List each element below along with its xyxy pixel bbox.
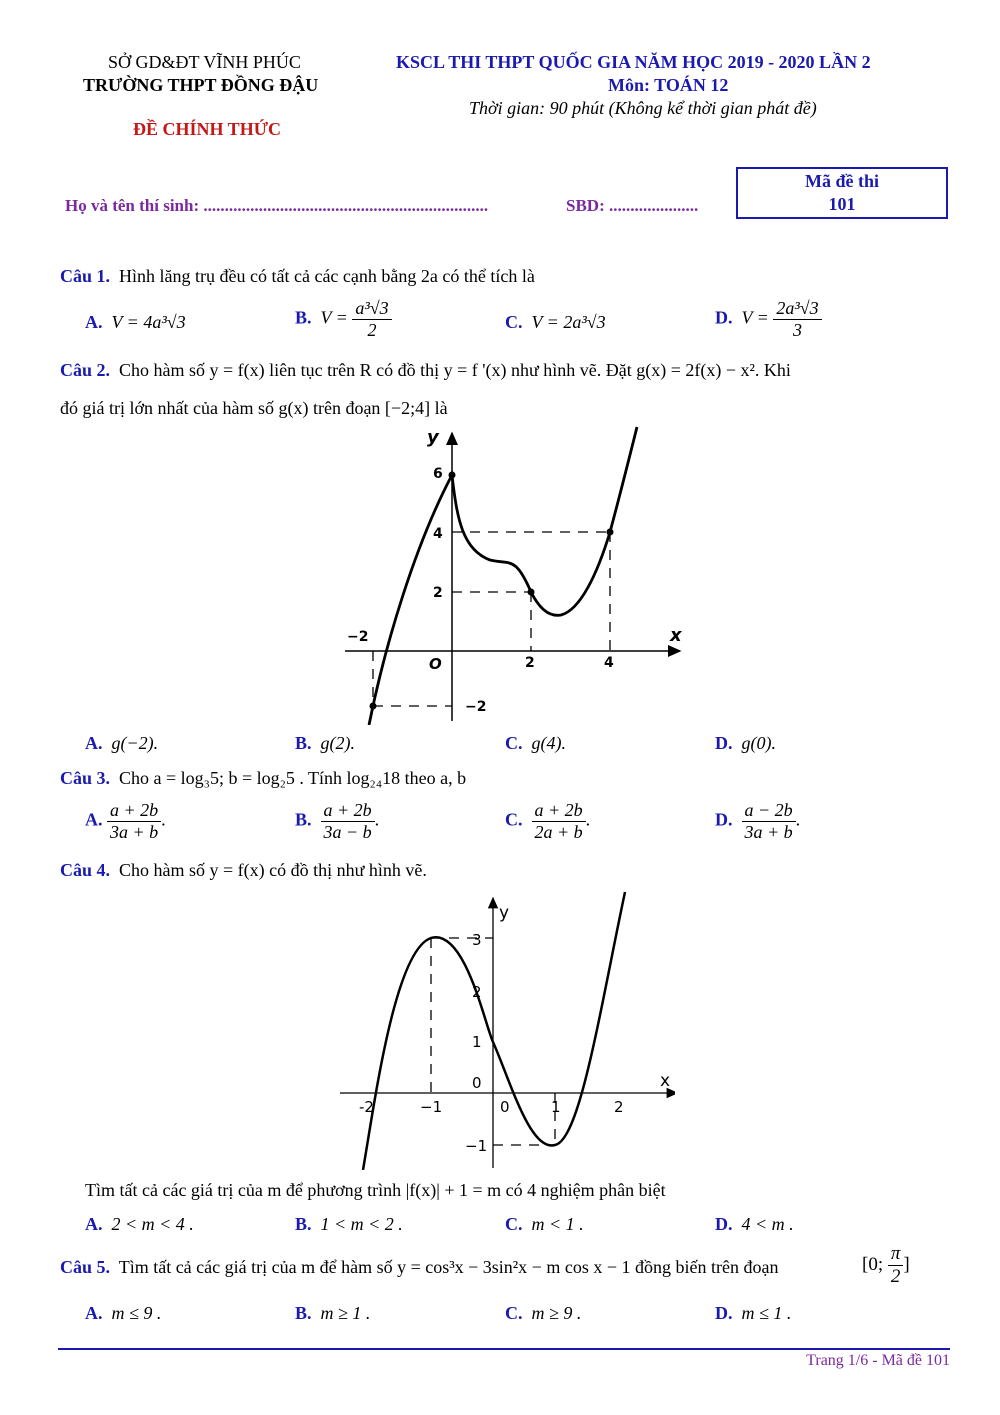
q3-option-b-den: 3a − b xyxy=(323,822,372,842)
q4-option-c-letter: C. xyxy=(505,1214,523,1234)
q4-axis-label-y: y xyxy=(499,903,510,923)
q3-option-d[interactable]: D. $\frac{a - 2b}{3a + b}$ . xyxy=(715,800,801,842)
q3-option-a-den: 3a + b xyxy=(110,822,159,842)
q3-option-c-den: 2a + b xyxy=(534,822,583,842)
q1-option-c-letter: C. xyxy=(505,312,523,332)
q2-axis-label-x: x xyxy=(670,625,682,646)
q5-interval-left: [0; xyxy=(862,1253,884,1275)
q2-option-d-text: g(0). xyxy=(741,733,776,753)
q5-option-c[interactable] xyxy=(505,1303,581,1324)
q2-tick-yneg2: −2 xyxy=(465,699,487,715)
q1-option-d-prefix: V = xyxy=(741,307,769,328)
q3-option-a-fraction xyxy=(107,800,161,843)
q1-option-d-letter: D. xyxy=(715,307,733,328)
question-5-interval xyxy=(862,1243,910,1288)
q4-tick-x1: 1 xyxy=(551,1098,561,1116)
q5-option-a-text: m ≤ 9 . xyxy=(111,1303,162,1323)
question-1-text: Hình lăng trụ đều có tất cả các cạnh bằng 2a có thể tích là xyxy=(119,266,535,286)
q5-interval-num: π xyxy=(888,1243,904,1266)
q3-option-c[interactable]: C. $\frac{a + 2b}{2a + b}$ . xyxy=(505,800,591,842)
q5-interval-right: ] xyxy=(903,1253,910,1275)
q4-option-b-letter: B. xyxy=(295,1214,312,1234)
q3-option-b[interactable]: B. $\frac{a + 2b}{3a - b}$ . xyxy=(295,800,380,842)
q4-option-c[interactable] xyxy=(505,1214,584,1235)
q4-tick-xneg1: −1 xyxy=(420,1098,443,1116)
q4-graph xyxy=(335,890,675,1170)
q3-option-a-letter: A. xyxy=(85,809,103,830)
q1-option-b-letter: B. xyxy=(295,307,312,328)
q4-tick-y0: 0 xyxy=(472,1074,482,1092)
q2-option-c-text: g(4). xyxy=(531,733,566,753)
q1-option-c[interactable] xyxy=(505,312,606,333)
q1-option-d[interactable] xyxy=(715,298,822,341)
question-5 xyxy=(60,1257,778,1278)
question-5-text: Tìm tất cả các giá trị của m để hàm số y = cos³x − 3sin²x − m cos x − 1 đồng biến trên đoạn xyxy=(118,1257,779,1277)
q3-option-c-fraction xyxy=(532,800,586,843)
q2-option-b-text: g(2). xyxy=(320,733,356,753)
sbd-label: SBD: ..................... xyxy=(566,196,699,215)
q1-option-d-den: 3 xyxy=(792,320,802,340)
question-5-label: Câu 5. xyxy=(60,1257,111,1277)
q4-option-d-letter: D. xyxy=(715,1214,733,1234)
q4-tick-x2: 2 xyxy=(614,1098,624,1116)
q4-option-a-text: 2 < m < 4 . xyxy=(111,1214,194,1234)
question-4-sub: Tìm tất cả các giá trị của m để phương trình |f(x)| + 1 = m có 4 nghiệm phân biệt xyxy=(85,1180,666,1200)
q2-tick-x4: 4 xyxy=(604,655,614,671)
q1-option-d-num: 2a³√3 xyxy=(773,298,821,320)
q5-option-c-letter: C. xyxy=(505,1303,523,1323)
q2-point-2-2 xyxy=(528,589,535,596)
question-1-label: Câu 1. xyxy=(60,266,111,286)
q5-option-c-text: m ≥ 9 . xyxy=(531,1303,582,1323)
q2-option-a[interactable] xyxy=(85,733,158,754)
exam-title: KSCL THI THPT QUỐC GIA NĂM HỌC 2019 - 2020 LẦN 2 xyxy=(396,52,871,72)
q1-option-c-text: V = 2a³√3 xyxy=(531,312,606,332)
q2-point-4-4 xyxy=(607,529,614,536)
footer-page: Trang 1/6 - Mã đề 101 xyxy=(806,1352,950,1369)
q5-interval-den: 2 xyxy=(890,1266,901,1287)
question-4-label: Câu 4. xyxy=(60,860,111,880)
exam-time: Thời gian: 90 phút (Không kể thời gian phát đề) xyxy=(469,98,817,118)
q5-option-b[interactable] xyxy=(295,1303,370,1324)
q2-tick-x2: 2 xyxy=(525,655,535,671)
q4-option-d-text: 4 < m . xyxy=(741,1214,794,1234)
q3-option-c-letter: C. xyxy=(505,809,523,830)
q2-origin-label: O xyxy=(429,655,442,673)
q2-option-a-letter: A. xyxy=(85,733,103,753)
header-school: TRƯỜNG THPT ĐỒNG ĐẬU xyxy=(83,75,319,95)
question-2-line1: Cho hàm số y = f(x) liên tục trên R có đồ thị y = f '(x) như hình vẽ. Đặt g(x) = 2f(x) − x². Khi xyxy=(119,360,791,380)
q3-option-a[interactable]: A. $\frac{a + 2b}{3a + b}$ . xyxy=(85,800,166,842)
q2-option-b-letter: B. xyxy=(295,733,312,753)
question-4 xyxy=(60,860,427,881)
q5-option-a[interactable] xyxy=(85,1303,161,1324)
q5-option-d[interactable] xyxy=(715,1303,791,1324)
header-official: ĐỀ CHÍNH THỨC xyxy=(133,119,282,139)
q1-option-b-fraction xyxy=(352,298,391,341)
q5-option-b-letter: B. xyxy=(295,1303,312,1323)
q5-interval-fraction xyxy=(888,1243,904,1288)
q2-option-d[interactable] xyxy=(715,733,776,754)
q3-option-b-fraction xyxy=(321,800,375,843)
q1-option-b-prefix: V = xyxy=(320,307,348,328)
q1-option-a[interactable] xyxy=(85,312,186,333)
exam-code-label: Mã đề thi xyxy=(805,171,879,191)
q1-option-b-num: a³√3 xyxy=(352,298,391,320)
q2-tick-y2: 2 xyxy=(433,585,443,601)
q4-option-a[interactable] xyxy=(85,1214,194,1235)
q2-option-c-letter: C. xyxy=(505,733,523,753)
candidate-name-label: Họ và tên thí sinh: ................................................................... xyxy=(65,196,489,215)
q5-option-b-text: m ≥ 1 . xyxy=(320,1303,371,1323)
q4-tick-y1: 1 xyxy=(472,1033,482,1051)
q2-option-d-letter: D. xyxy=(715,733,733,753)
q3-option-b-num: a + 2b xyxy=(321,800,375,822)
q2-curve xyxy=(369,427,637,725)
q5-option-d-text: m ≤ 1 . xyxy=(741,1303,792,1323)
exam-code-value: 101 xyxy=(828,194,856,214)
q1-option-b[interactable] xyxy=(295,298,392,341)
q4-option-d[interactable] xyxy=(715,1214,794,1235)
q1-option-a-letter: A. xyxy=(85,312,103,332)
q4-curve xyxy=(363,892,625,1170)
q3-option-d-den: 3a + b xyxy=(744,822,793,842)
q1-option-d-fraction xyxy=(773,298,821,341)
exam-code-box xyxy=(736,167,948,219)
question-4-text: Cho hàm số y = f(x) có đồ thị như hình vẽ. xyxy=(119,860,427,880)
q1-option-b-den: 2 xyxy=(367,320,377,340)
q2-graph xyxy=(335,425,695,725)
q4-tick-x0: 0 xyxy=(500,1098,510,1116)
question-3-text: Cho a = log₃5; b = log₂5 . Tính log₂₄18 theo a, b xyxy=(119,768,467,788)
q3-option-d-letter: D. xyxy=(715,809,733,830)
question-2-line2: đó giá trị lớn nhất của hàm số g(x) trên đoạn [−2;4] là xyxy=(60,398,448,418)
q1-option-a-text: V = 4a³√3 xyxy=(111,312,186,332)
q3-option-a-num: a + 2b xyxy=(107,800,161,822)
question-3 xyxy=(60,768,466,789)
question-1 xyxy=(60,266,535,287)
q4-option-b-text: 1 < m < 2 . xyxy=(320,1214,403,1234)
q4-option-c-text: m < 1 . xyxy=(531,1214,584,1234)
q4-tick-yneg1: −1 xyxy=(465,1137,488,1155)
q2-point-0-6 xyxy=(449,472,456,479)
footer-rule xyxy=(58,1348,950,1350)
q3-option-c-num: a + 2b xyxy=(532,800,586,822)
q3-option-b-letter: B. xyxy=(295,809,312,830)
q2-tick-y4: 4 xyxy=(433,526,443,542)
q5-option-d-letter: D. xyxy=(715,1303,733,1323)
question-3-label: Câu 3. xyxy=(60,768,111,788)
exam-subject: Môn: TOÁN 12 xyxy=(608,75,729,95)
q2-option-a-text: g(−2). xyxy=(111,733,159,753)
q3-option-d-fraction xyxy=(742,800,796,843)
q2-tick-y6: 6 xyxy=(433,466,443,482)
question-2 xyxy=(60,360,791,381)
q2-option-b[interactable] xyxy=(295,733,355,754)
q4-option-a-letter: A. xyxy=(85,1214,103,1234)
q5-option-a-letter: A. xyxy=(85,1303,103,1323)
q3-option-d-num: a − 2b xyxy=(742,800,796,822)
q4-tick-y2: 2 xyxy=(472,983,482,1001)
q2-point-neg2 xyxy=(370,703,377,710)
q2-option-c[interactable] xyxy=(505,733,566,754)
question-2-label: Câu 2. xyxy=(60,360,111,380)
q2-tick-xneg2: −2 xyxy=(347,629,369,645)
q4-tick-y3: 3 xyxy=(472,931,482,949)
q4-axis-label-x: x xyxy=(660,1071,671,1091)
q4-option-b[interactable] xyxy=(295,1214,403,1235)
q2-axis-label-y: y xyxy=(427,427,439,448)
header-dept: SỞ GD&ĐT VĨNH PHÚC xyxy=(108,52,301,72)
q4-tick-xneg2: -2 xyxy=(359,1098,374,1116)
